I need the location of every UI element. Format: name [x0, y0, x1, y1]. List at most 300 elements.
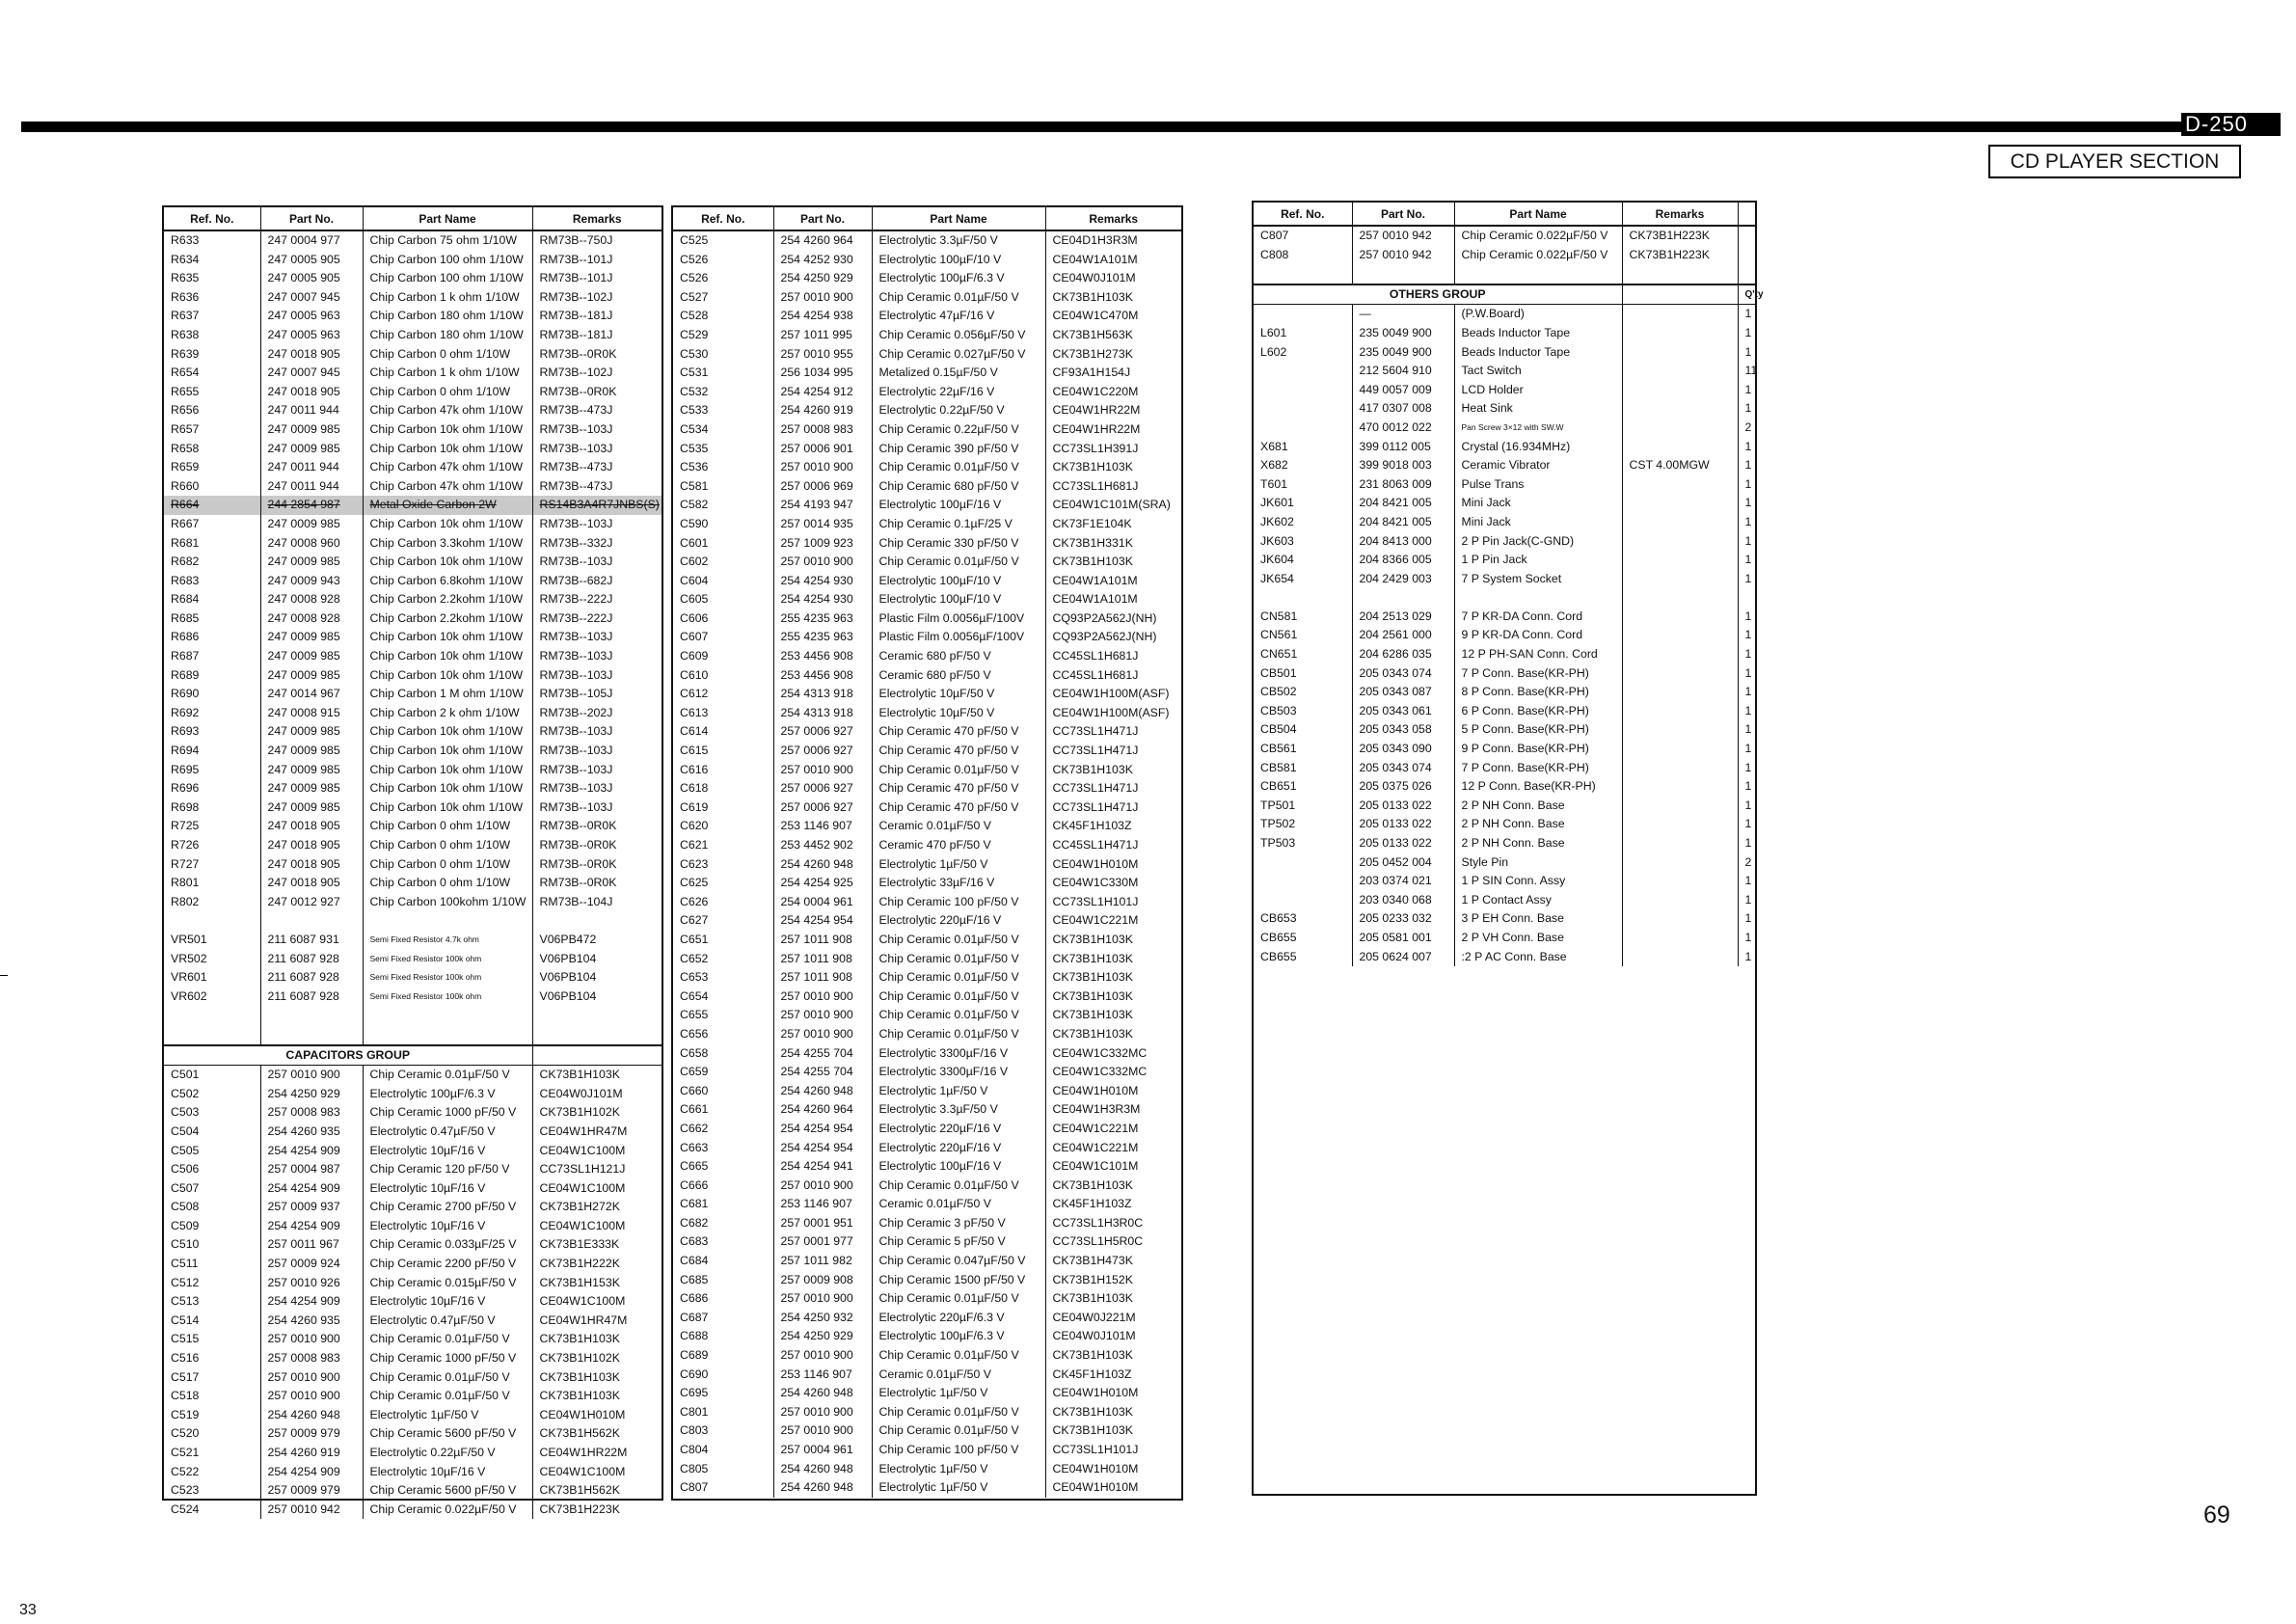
part-name: Chip Carbon 100kohm 1/10W: [363, 893, 532, 912]
part-name: Electrolytic 10µF/16 V: [363, 1292, 532, 1312]
ref-no: C516: [164, 1349, 260, 1368]
part-name: Electrolytic 22µF/16 V: [872, 383, 1045, 402]
table-row: [164, 855, 662, 875]
table-row: [164, 326, 662, 345]
table-row: [1254, 226, 1755, 246]
table-row: [164, 307, 662, 326]
ref-no: [164, 1006, 260, 1025]
part-name: Chip Ceramic 470 pF/50 V: [872, 722, 1045, 742]
part-name: Chip Carbon 0 ohm 1/10W: [363, 817, 532, 836]
part-no: 247 0009 985: [260, 440, 363, 459]
part-no: 257 0001 977: [773, 1232, 872, 1252]
col-ref: Ref. No.: [1254, 203, 1352, 226]
table-header: [164, 207, 662, 230]
ref-no: [1254, 305, 1352, 324]
ref-no: C501: [164, 1066, 260, 1085]
remarks: RM73B--332J: [539, 535, 613, 550]
ref-no: C581: [673, 477, 773, 497]
table-row: [164, 1235, 662, 1255]
ref-no: C653: [673, 968, 773, 988]
part-no: 247 0008 960: [260, 534, 363, 554]
part-no: 247 0005 905: [260, 269, 363, 288]
part-no: 247 0009 985: [260, 779, 363, 798]
remarks: CE04W1C330M: [1052, 876, 1139, 890]
part-name: 2 P NH Conn. Base: [1454, 815, 1622, 834]
part-no: 254 4254 912: [773, 383, 872, 402]
ref-no: R660: [164, 477, 260, 497]
part-name: Electrolytic 3300µF/16 V: [872, 1063, 1045, 1082]
part-no: 235 0049 900: [1352, 343, 1454, 363]
remarks: CK73B1H103K: [539, 1068, 620, 1082]
table-row: [164, 779, 662, 798]
part-name: Chip Carbon 6.8kohm 1/10W: [363, 572, 532, 591]
ref-no: C610: [673, 666, 773, 686]
qty: 1: [1744, 628, 1752, 642]
part-no: 257 1011 982: [773, 1252, 872, 1271]
part-no: 235 0049 900: [1352, 324, 1454, 343]
remarks: CK73B1H563K: [1052, 327, 1133, 341]
part-no: 255 4235 963: [773, 609, 872, 629]
table-row: [164, 722, 662, 742]
table-row: [1254, 438, 1755, 457]
remarks: CC45SL1H681J: [1052, 667, 1139, 682]
part-no: 247 0008 928: [260, 609, 363, 629]
ref-no: C613: [673, 704, 773, 723]
table-row: [1254, 305, 1755, 324]
ref-no: C656: [673, 1025, 773, 1044]
remarks: CK73B1H103K: [1052, 1026, 1133, 1041]
remarks: [1622, 664, 1738, 684]
remarks: CE04W1H3R3M: [1052, 1102, 1141, 1117]
table-row: [164, 704, 662, 723]
ref-no: R658: [164, 440, 260, 459]
part-name: Electrolytic 100µF/6.3 V: [872, 1327, 1045, 1346]
part-name: Ceramic 0.01µF/50 V: [872, 817, 1045, 836]
remarks: [1622, 645, 1738, 664]
qty: 1: [1744, 609, 1752, 623]
part-name: Chip Ceramic 0.01µF/50 V: [872, 1025, 1045, 1044]
qty: 1: [1744, 382, 1752, 396]
ref-no: R638: [164, 326, 260, 345]
table-row: [164, 1292, 662, 1312]
ref-no: R681: [164, 534, 260, 554]
remarks: CE04W1H100M(ASF): [1052, 705, 1170, 719]
part-no: 257 0010 900: [773, 1006, 872, 1025]
ref-no: CB655: [1254, 948, 1352, 967]
group-title: OTHERS GROUP: [1254, 284, 1622, 305]
remarks: RM73B--103J: [539, 667, 613, 682]
part-no: [260, 1025, 363, 1045]
ref-no: C661: [673, 1100, 773, 1120]
remarks: RM73B--103J: [539, 744, 613, 758]
remarks: CK45F1H103Z: [1052, 819, 1132, 833]
col-name: Part Name: [1454, 203, 1622, 226]
remarks: RM73B--0R0K: [539, 876, 617, 890]
remarks: [1622, 381, 1738, 400]
part-name: Chip Ceramic 1000 pF/50 V: [363, 1103, 532, 1123]
part-name: 12 P Conn. Base(KR-PH): [1454, 777, 1622, 797]
part-name: Mini Jack: [1454, 513, 1622, 532]
ref-no: CN651: [1254, 645, 1352, 664]
part-no: 253 4456 908: [773, 666, 872, 686]
ref-no: CB504: [1254, 720, 1352, 740]
header-rule: [21, 122, 2186, 132]
remarks: CC73SL1H471J: [1052, 781, 1139, 796]
part-name: Chip Ceramic 0.22µF/50 V: [872, 420, 1045, 440]
table-row: [673, 420, 1181, 440]
part-name: Chip Carbon 1 M ohm 1/10W: [363, 685, 532, 704]
qty: 1: [1744, 930, 1752, 944]
table-row: [164, 836, 662, 855]
ref-no: C525: [673, 230, 773, 251]
part-no: 247 0011 944: [260, 477, 363, 497]
remarks: CK73B1H103K: [539, 1389, 620, 1403]
table-row: [164, 666, 662, 686]
col-name: Part Name: [363, 207, 532, 230]
remarks: RM73B--103J: [539, 555, 613, 569]
part-name: Chip Carbon 10k ohm 1/10W: [363, 798, 532, 818]
ref-no: C515: [164, 1330, 260, 1349]
part-no: 247 0007 945: [260, 364, 363, 383]
table-row: [164, 609, 662, 629]
ref-no: CB651: [1254, 777, 1352, 797]
qty: 1: [1744, 760, 1752, 774]
col-name: Part Name: [872, 207, 1045, 230]
part-name: 5 P Conn. Base(KR-PH): [1454, 720, 1622, 740]
remarks: RM73B--102J: [539, 365, 613, 380]
ref-no: C505: [164, 1142, 260, 1161]
remarks: CK73B1H103K: [1052, 988, 1133, 1003]
part-name: Electrolytic 33µF/16 V: [872, 874, 1045, 893]
part-name: Chip Ceramic 5600 pF/50 V: [363, 1481, 532, 1501]
remarks: CK45F1H103Z: [1052, 1197, 1132, 1211]
part-no: 257 0011 967: [260, 1235, 363, 1255]
table-row: [164, 761, 662, 780]
part-no: 247 0008 928: [260, 590, 363, 609]
part-no: 205 0343 087: [1352, 683, 1454, 702]
empty-cell: [1254, 264, 1352, 284]
part-no: 257 0006 927: [773, 722, 872, 742]
table-row: [164, 345, 662, 365]
part-no: 257 1011 908: [773, 931, 872, 950]
part-name: Chip Carbon 0 ohm 1/10W: [363, 874, 532, 893]
part-name: Chip Ceramic 2700 pF/50 V: [363, 1198, 532, 1217]
ref-no: C621: [673, 836, 773, 855]
part-name: 7 P System Socket: [1454, 570, 1622, 589]
table-row: [164, 288, 662, 308]
ref-no: X682: [1254, 456, 1352, 475]
part-no: 257 1011 995: [773, 326, 872, 345]
ref-no: C534: [673, 420, 773, 440]
remarks: CE04W1HR47M: [539, 1313, 628, 1327]
ref-no: C528: [673, 307, 773, 326]
ref-no: CB655: [1254, 929, 1352, 948]
remarks: CE04W1C100M: [539, 1218, 626, 1232]
remarks: CE04W1C100M: [539, 1464, 626, 1478]
part-no: 247 0014 967: [260, 685, 363, 704]
remarks: [1622, 815, 1738, 834]
qty-label: Q'ty: [1738, 284, 1755, 305]
part-no: 205 0343 074: [1352, 664, 1454, 684]
part-name: Chip Ceramic 0.01µF/50 V: [872, 458, 1045, 477]
remarks: RM73B--473J: [539, 478, 613, 493]
part-name: Chip Carbon 10k ohm 1/10W: [363, 647, 532, 666]
part-no: 254 4254 909: [260, 1217, 363, 1236]
part-name: 2 P NH Conn. Base: [1454, 834, 1622, 853]
qty: 1: [1744, 949, 1752, 963]
part-no: 211 6087 931: [260, 931, 363, 950]
ref-no: C686: [673, 1289, 773, 1309]
part-no: 257 0010 900: [260, 1387, 363, 1406]
part-no: 247 0018 905: [260, 855, 363, 875]
ref-no: C681: [673, 1195, 773, 1214]
table-row: [1254, 419, 1755, 438]
part-name: 9 P KR-DA Conn. Cord: [1454, 626, 1622, 645]
part-no: 205 0233 032: [1352, 909, 1454, 929]
qty: 1: [1744, 307, 1752, 321]
ref-no: R664: [164, 496, 260, 515]
table-row: [164, 1025, 662, 1045]
part-no: 205 0581 001: [1352, 929, 1454, 948]
part-name: Chip Carbon 10k ohm 1/10W: [363, 515, 532, 534]
group-cell: [1622, 284, 1738, 305]
ref-no: C801: [673, 1403, 773, 1422]
table-row: [164, 874, 662, 893]
part-name: [363, 1006, 532, 1025]
ref-no: [1254, 872, 1352, 891]
part-name: [363, 911, 532, 931]
ref-no: JK602: [1254, 513, 1352, 532]
ref-no: R684: [164, 590, 260, 609]
table-row: [164, 477, 662, 497]
table-row: [1254, 324, 1755, 343]
part-name: Chip Ceramic 390 pF/50 V: [872, 440, 1045, 459]
part-no: 257 0004 961: [773, 1441, 872, 1460]
table-row: [673, 1478, 1181, 1498]
part-name: Mini Jack: [1454, 494, 1622, 513]
table-row: [673, 458, 1181, 477]
part-name: [363, 1025, 532, 1045]
part-no: [260, 1006, 363, 1025]
ref-no: CB581: [1254, 759, 1352, 778]
table-row: [164, 817, 662, 836]
part-name: Chip Carbon 2 k ohm 1/10W: [363, 704, 532, 723]
ref-no: C689: [673, 1346, 773, 1366]
ref-no: C619: [673, 798, 773, 818]
part-name: Electrolytic 100µF/10 V: [872, 590, 1045, 609]
part-name: Electrolytic 47µF/16 V: [872, 307, 1045, 326]
qty: 11: [1744, 364, 1758, 378]
qty: 1: [1744, 439, 1752, 453]
table-row: [673, 1232, 1181, 1252]
part-name: Electrolytic 10µF/16 V: [363, 1217, 532, 1236]
table-row: [164, 628, 662, 647]
qty: 1: [1744, 722, 1752, 737]
part-no: 205 0375 026: [1352, 777, 1454, 797]
table-row: [1254, 608, 1755, 627]
page-number: 69: [2203, 1502, 2230, 1529]
ref-no: C690: [673, 1366, 773, 1385]
part-name: 8 P Conn. Base(KR-PH): [1454, 683, 1622, 702]
table-row: [673, 1044, 1181, 1064]
qty: 1: [1744, 344, 1752, 359]
remarks: CE04W1H010M: [1052, 1461, 1139, 1475]
part-no: 257 0009 924: [260, 1255, 363, 1274]
table-header: [1254, 203, 1755, 226]
part-name: Electrolytic 3.3µF/50 V: [872, 230, 1045, 251]
part-no: 247 0009 985: [260, 515, 363, 534]
table-row: [1254, 853, 1755, 873]
qty: 1: [1744, 703, 1752, 717]
table-row: [673, 1082, 1181, 1101]
empty-cell: [1454, 264, 1622, 284]
remarks: CE04W1C101M(SRA): [1052, 498, 1171, 512]
part-no: 247 0018 905: [260, 345, 363, 365]
remarks: RM73B--0R0K: [539, 384, 617, 398]
part-no: 254 4254 938: [773, 307, 872, 326]
part-no: 203 0340 068: [1352, 891, 1454, 910]
table-row: [1254, 759, 1755, 778]
remarks: CK73B1H103K: [1052, 1008, 1133, 1022]
table-row: [164, 1006, 662, 1025]
table-row: [1254, 777, 1755, 797]
remarks: CK45F1H103Z: [1052, 1367, 1132, 1381]
part-no: 257 0009 937: [260, 1198, 363, 1217]
part-name: Electrolytic 0.22µF/50 V: [872, 401, 1045, 420]
remarks: CK73B1H103K: [1052, 951, 1133, 965]
ref-no: C526: [673, 251, 773, 270]
remarks: RM73B--101J: [539, 252, 613, 266]
ref-no: C531: [673, 364, 773, 383]
remarks: CE04W1HR22M: [1052, 403, 1141, 418]
ref-no: C804: [673, 1441, 773, 1460]
empty-cell: [1622, 264, 1738, 284]
part-no: 257 0004 987: [260, 1160, 363, 1179]
remarks: CE04W1H010M: [1052, 1480, 1139, 1495]
part-name: Chip Ceramic 0.01µF/50 V: [363, 1330, 532, 1349]
table-row: [673, 345, 1181, 365]
remarks: [1622, 683, 1738, 702]
part-name: Chip Ceramic 0.01µF/50 V: [872, 1177, 1045, 1196]
part-no: 253 1146 907: [773, 817, 872, 836]
part-no: 204 8413 000: [1352, 532, 1454, 552]
ref-no: [1254, 588, 1352, 608]
empty-cell: [1738, 264, 1755, 284]
remarks: RM73B--0R0K: [539, 346, 617, 361]
ref-no: C512: [164, 1274, 260, 1293]
part-no: 257 0010 900: [773, 553, 872, 572]
ref-no: [1254, 399, 1352, 419]
ref-no: C503: [164, 1103, 260, 1123]
table-row: [673, 1327, 1181, 1346]
qty: 1: [1744, 458, 1752, 473]
ref-no: [1254, 853, 1352, 873]
col-part: Part No.: [260, 207, 363, 230]
ref-no: [164, 1025, 260, 1045]
ref-no: R687: [164, 647, 260, 666]
table-row: [673, 1366, 1181, 1385]
part-no: 205 0133 022: [1352, 834, 1454, 853]
remarks: [1622, 551, 1738, 570]
part-name: LCD Holder: [1454, 381, 1622, 400]
remarks: CK73B1H222K: [539, 1257, 620, 1271]
part-no: 247 0005 963: [260, 326, 363, 345]
part-name: Chip Ceramic 0.1µF/25 V: [872, 515, 1045, 534]
table-row: [673, 383, 1181, 402]
qty: 1: [1744, 571, 1752, 585]
part-name: Ceramic Vibrator: [1454, 456, 1622, 475]
part-no: 257 0010 900: [773, 1025, 872, 1044]
table-row: [1254, 588, 1755, 608]
part-no: 257 0010 900: [260, 1066, 363, 1085]
table-row: [164, 251, 662, 270]
part-name: Chip Carbon 100 ohm 1/10W: [363, 251, 532, 270]
remarks: CQ93P2A562J(NH): [1052, 610, 1157, 625]
part-name: Chip Ceramic 0.01µF/50 V: [872, 931, 1045, 950]
ref-no: [164, 911, 260, 931]
ref-no: C607: [673, 628, 773, 647]
ref-no: C651: [673, 931, 773, 950]
part-name: Beads Inductor Tape: [1454, 343, 1622, 363]
part-name: Chip Ceramic 0.01µF/50 V: [872, 761, 1045, 780]
ref-no: CB653: [1254, 909, 1352, 929]
table-row: [164, 1198, 662, 1217]
table-row: [164, 496, 662, 515]
table-row: [164, 911, 662, 931]
remarks: RM73B--103J: [539, 649, 613, 663]
part-no: 257 0010 900: [773, 1289, 872, 1309]
remarks: [1622, 777, 1738, 797]
part-no: 211 6087 928: [260, 968, 363, 988]
qty: 1: [1744, 836, 1752, 850]
part-name: Electrolytic 100µF/16 V: [872, 1157, 1045, 1177]
ref-no: C530: [673, 345, 773, 365]
table-row: [673, 1441, 1181, 1460]
ref-no: C665: [673, 1157, 773, 1177]
remarks: CE04W1HR22M: [539, 1446, 628, 1459]
table-row: [673, 988, 1181, 1007]
part-no: 254 4255 704: [773, 1044, 872, 1064]
remarks: CE04W1H010M: [1052, 1386, 1139, 1400]
table-row: [673, 269, 1181, 288]
table-row: [673, 817, 1181, 836]
part-name: Chip Ceramic 0.01µF/50 V: [872, 1289, 1045, 1309]
ref-no: C623: [673, 855, 773, 875]
table-row: [673, 534, 1181, 554]
part-no: 257 0006 969: [773, 477, 872, 497]
part-name: Chip Carbon 1 k ohm 1/10W: [363, 364, 532, 383]
part-no: 257 1011 908: [773, 950, 872, 969]
remarks: CE04W0J101M: [539, 1086, 623, 1100]
ref-no: VR602: [164, 988, 260, 1007]
remarks: CK73B1H103K: [1052, 289, 1133, 304]
ref-no: C807: [673, 1478, 773, 1498]
part-no: 257 0006 927: [773, 798, 872, 818]
ref-no: R690: [164, 685, 260, 704]
part-name: Chip Carbon 10k ohm 1/10W: [363, 628, 532, 647]
part-name: Chip Ceramic 0.01µF/50 V: [872, 968, 1045, 988]
qty: 2: [1744, 420, 1752, 434]
ref-no: R685: [164, 609, 260, 629]
table-row: [164, 534, 662, 554]
remarks: CE04W0J221M: [1052, 1310, 1136, 1324]
table-row: [673, 307, 1181, 326]
part-name: Chip Ceramic 0.047µF/50 V: [872, 1252, 1045, 1271]
part-name: Electrolytic 10µF/16 V: [363, 1179, 532, 1199]
qty: 1: [1744, 911, 1752, 926]
part-name: Electrolytic 0.47µF/50 V: [363, 1312, 532, 1331]
table-row: [673, 288, 1181, 308]
